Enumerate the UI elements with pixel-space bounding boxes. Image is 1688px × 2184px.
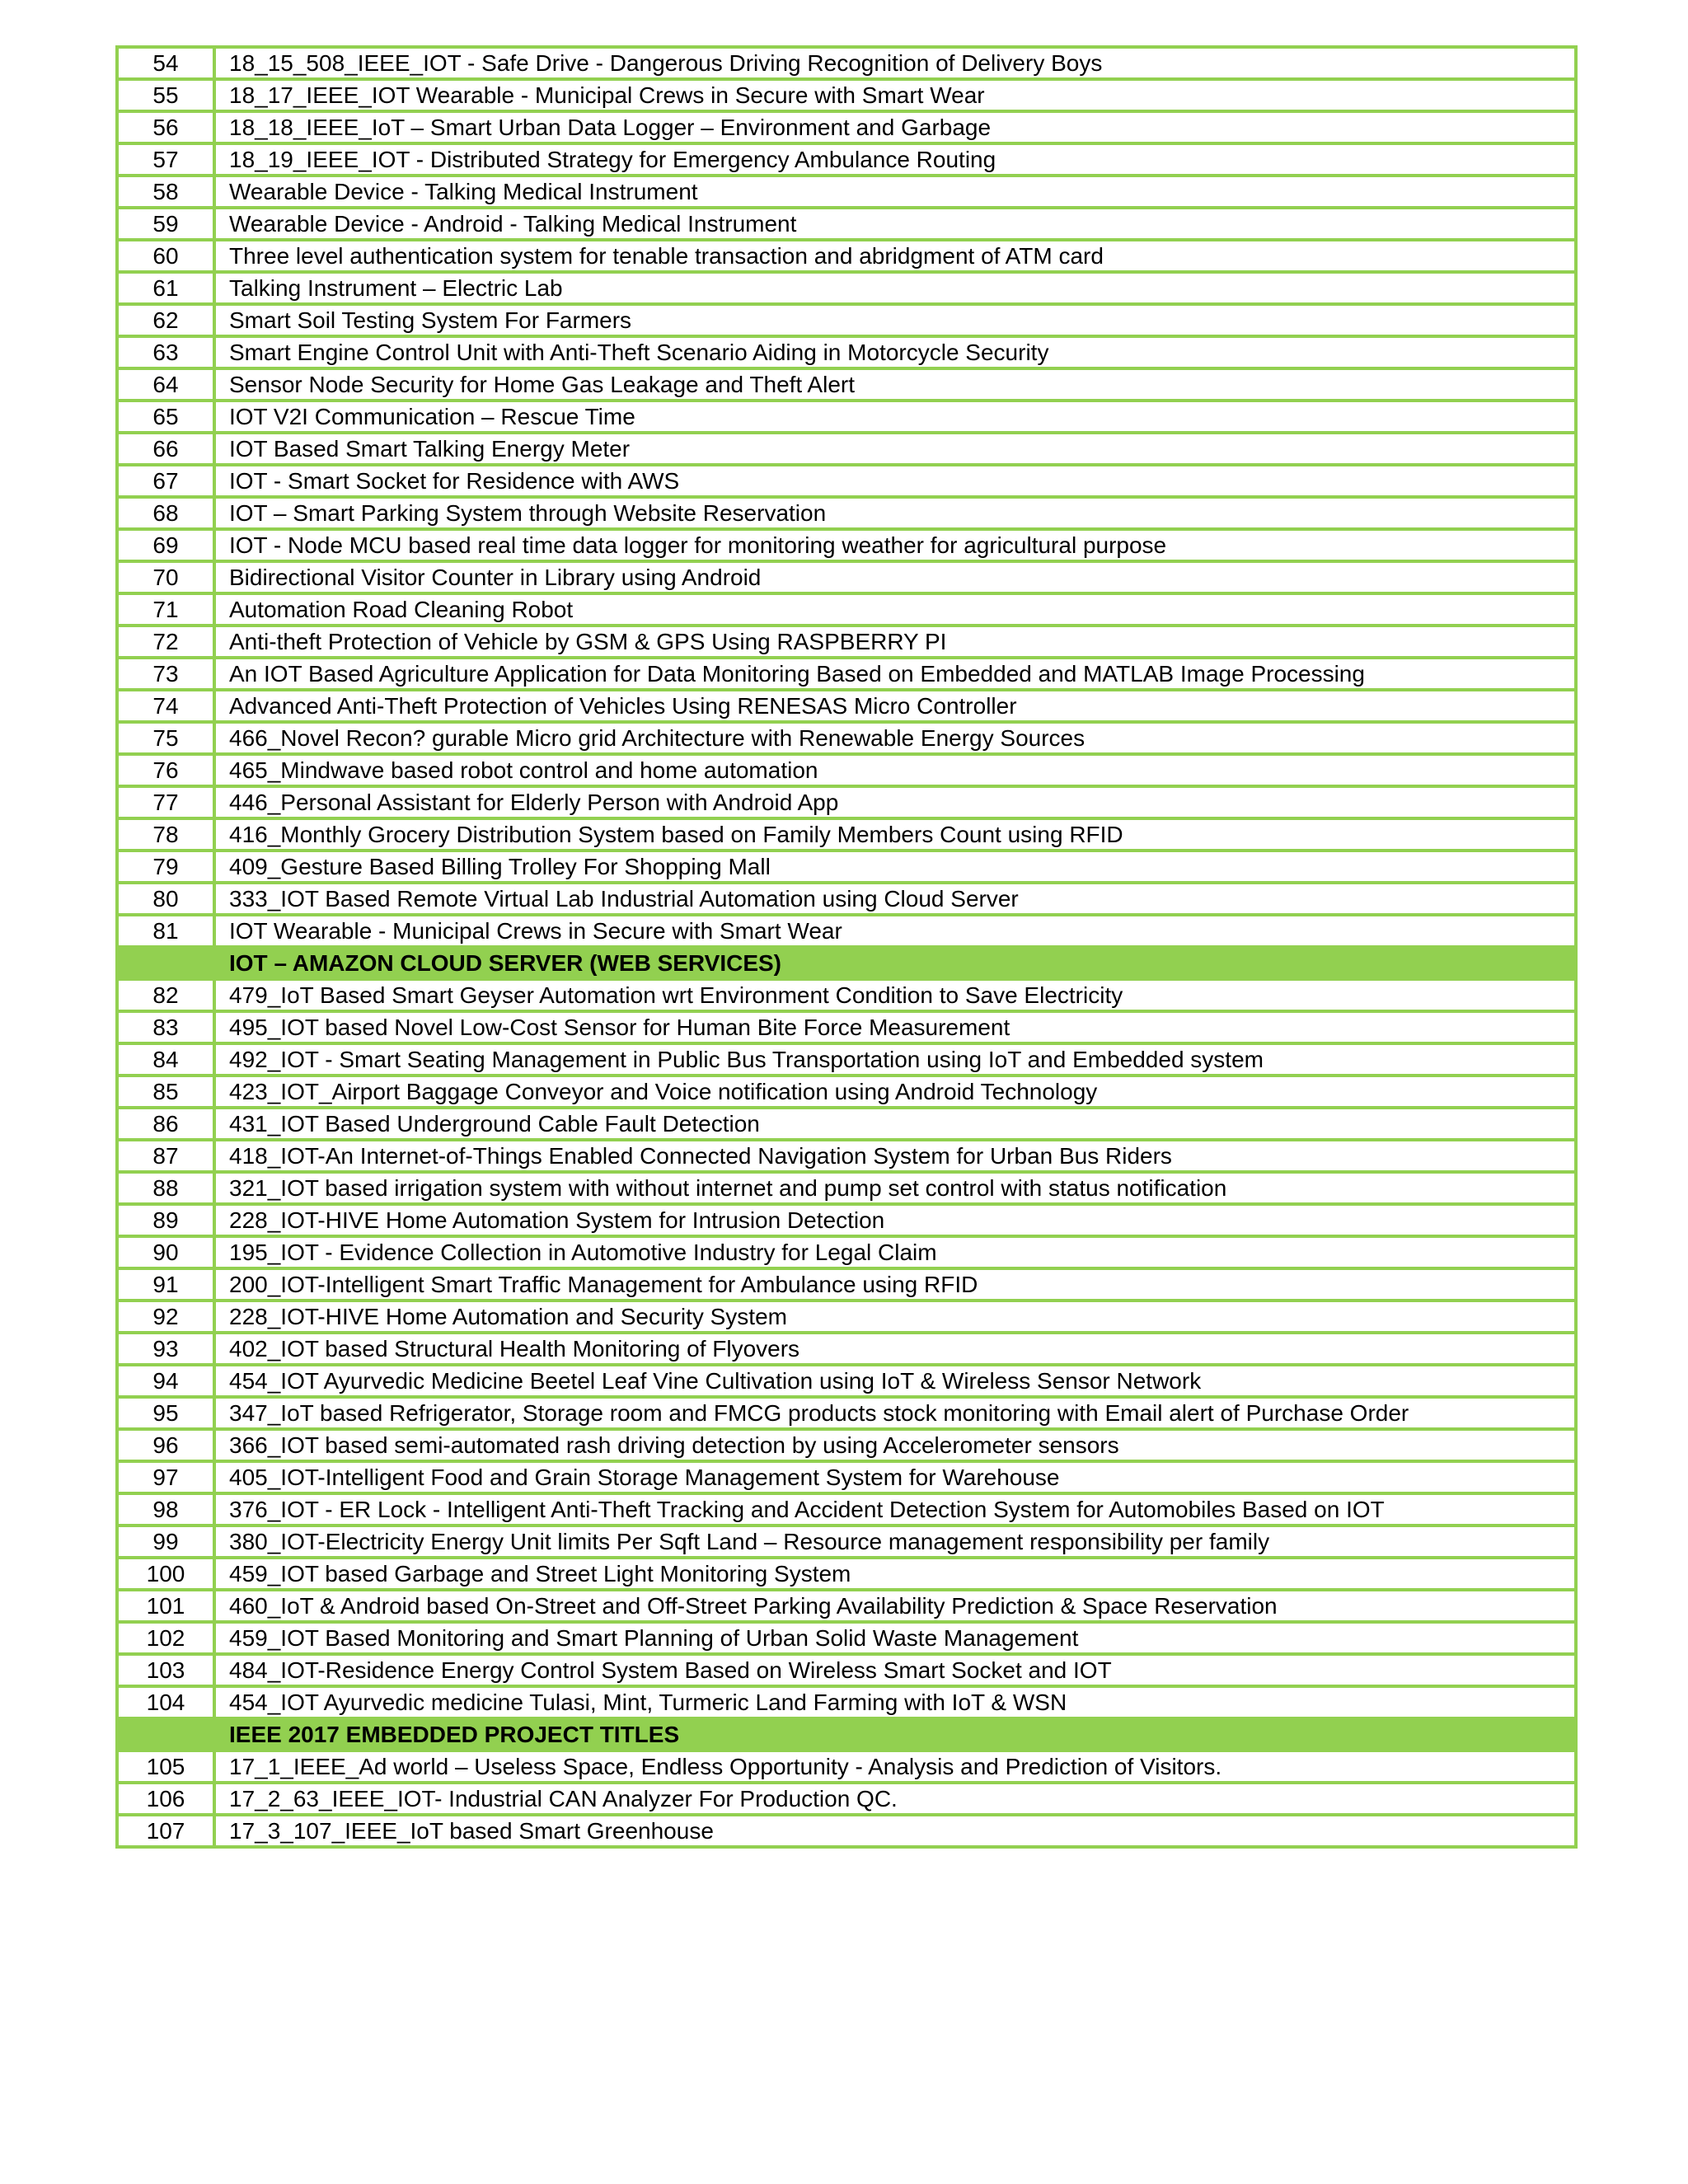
project-title: 321_IOT based irrigation system with without internet and pump set control with status notification [214,1172,1576,1204]
row-number: 72 [117,626,214,658]
project-titles-table [115,45,1578,1849]
table-row [117,1686,1576,1718]
table-row [117,593,1576,626]
project-title: 347_IoT based Refrigerator, Storage room and FMCG products stock monitoring with Email alert of Purchase Order [214,1397,1576,1429]
row-number: 92 [117,1301,214,1333]
project-title: 454_IOT Ayurvedic medicine Tulasi, Mint, Turmeric Land Farming with IoT & WSN [214,1686,1576,1718]
row-number: 70 [117,561,214,593]
project-title: 333_IOT Based Remote Virtual Lab Industrial Automation using Cloud Server [214,883,1576,915]
row-number: 99 [117,1526,214,1558]
project-title: 409_Gesture Based Billing Trolley For Shopping Mall [214,851,1576,883]
project-title: 18_15_508_IEEE_IOT - Safe Drive - Dangerous Driving Recognition of Delivery Boys [214,47,1576,79]
row-number: 58 [117,176,214,208]
row-number: 89 [117,1204,214,1236]
table-row [117,272,1576,304]
project-title: 446_Personal Assistant for Elderly Person with Android App [214,786,1576,818]
project-title: 423_IOT_Airport Baggage Conveyor and Voice notification using Android Technology [214,1076,1576,1108]
row-number: 61 [117,272,214,304]
row-number: 98 [117,1493,214,1526]
project-title: 465_Mindwave based robot control and home automation [214,754,1576,786]
project-title: IOT – Smart Parking System through Website Reservation [214,497,1576,529]
table-row [117,1397,1576,1429]
row-number: 55 [117,79,214,111]
table-row [117,1301,1576,1333]
project-title: 459_IOT Based Monitoring and Smart Planning of Urban Solid Waste Management [214,1622,1576,1654]
table-row [117,1333,1576,1365]
table-row [117,401,1576,433]
project-title: 484_IOT-Residence Energy Control System Based on Wireless Smart Socket and IOT [214,1654,1576,1686]
row-number: 65 [117,401,214,433]
table-row [117,1461,1576,1493]
project-title: 18_17_IEEE_IOT Wearable - Municipal Crews in Secure with Smart Wear [214,79,1576,111]
row-number: 97 [117,1461,214,1493]
project-title: 495_IOT based Novel Low-Cost Sensor for Human Bite Force Measurement [214,1011,1576,1043]
table-row [117,690,1576,722]
table-row [117,1622,1576,1654]
table-row [117,754,1576,786]
row-number: 82 [117,979,214,1011]
table-row [117,561,1576,593]
row-number: 103 [117,1654,214,1686]
project-title: Smart Engine Control Unit with Anti-Theft Scenario Aiding in Motorcycle Security [214,336,1576,368]
project-title: Wearable Device - Talking Medical Instrument [214,176,1576,208]
row-number: 88 [117,1172,214,1204]
project-title: An IOT Based Agriculture Application for Data Monitoring Based on Embedded and MATLAB Image Processing [214,658,1576,690]
project-title: 492_IOT - Smart Seating Management in Public Bus Transportation using IoT and Embedded system [214,1043,1576,1076]
project-title: Talking Instrument – Electric Lab [214,272,1576,304]
table-row [117,818,1576,851]
row-number: 64 [117,368,214,401]
project-title: 17_3_107_IEEE_IoT based Smart Greenhouse [214,1815,1576,1847]
project-title: Smart Soil Testing System For Farmers [214,304,1576,336]
project-title: Sensor Node Security for Home Gas Leakage and Theft Alert [214,368,1576,401]
project-title: Three level authentication system for tenable transaction and abridgment of ATM card [214,240,1576,272]
project-title: 416_Monthly Grocery Distribution System based on Family Members Count using RFID [214,818,1576,851]
row-number: 91 [117,1268,214,1301]
project-title: 376_IOT - ER Lock - Intelligent Anti-Theft Tracking and Accident Detection System for Automobiles Based on IOT [214,1493,1576,1526]
row-number: 94 [117,1365,214,1397]
table-row [117,1204,1576,1236]
table-row [117,433,1576,465]
section-header-row [117,947,1576,979]
row-number: 84 [117,1043,214,1076]
table-row [117,1558,1576,1590]
row-number: 56 [117,111,214,143]
table-row [117,79,1576,111]
row-number: 80 [117,883,214,915]
section-header-row [117,1718,1576,1750]
row-number: 85 [117,1076,214,1108]
row-number: 67 [117,465,214,497]
row-number: 60 [117,240,214,272]
table-row [117,1076,1576,1108]
table-row [117,1429,1576,1461]
table-row [117,1236,1576,1268]
project-title: 200_IOT-Intelligent Smart Traffic Management for Ambulance using RFID [214,1268,1576,1301]
table-row [117,47,1576,79]
table-row [117,626,1576,658]
table-row [117,851,1576,883]
table-row [117,1783,1576,1815]
project-title: 466_Novel Recon? gurable Micro grid Architecture with Renewable Energy Sources [214,722,1576,754]
table-row [117,1172,1576,1204]
project-title: 402_IOT based Structural Health Monitoring of Flyovers [214,1333,1576,1365]
table-row [117,208,1576,240]
project-title: 454_IOT Ayurvedic Medicine Beetel Leaf Vine Cultivation using IoT & Wireless Sensor Network [214,1365,1576,1397]
project-title: 18_18_IEEE_IoT – Smart Urban Data Logger – Environment and Garbage [214,111,1576,143]
table-row [117,143,1576,176]
row-number: 74 [117,690,214,722]
row-number [117,947,214,979]
row-number: 101 [117,1590,214,1622]
table-row [117,658,1576,690]
row-number: 77 [117,786,214,818]
row-number: 93 [117,1333,214,1365]
row-number: 104 [117,1686,214,1718]
row-number: 96 [117,1429,214,1461]
table-row [117,1654,1576,1686]
project-title: 366_IOT based semi-automated rash driving detection by using Accelerometer sensors [214,1429,1576,1461]
table-row [117,915,1576,947]
row-number: 78 [117,818,214,851]
section-title: IEEE 2017 EMBEDDED PROJECT TITLES [214,1718,1576,1750]
table-row [117,883,1576,915]
row-number: 59 [117,208,214,240]
table-row [117,176,1576,208]
table-row [117,1493,1576,1526]
project-title: IOT V2I Communication – Rescue Time [214,401,1576,433]
table-row [117,1365,1576,1397]
row-number: 75 [117,722,214,754]
project-title: 459_IOT based Garbage and Street Light Monitoring System [214,1558,1576,1590]
table-row [117,304,1576,336]
row-number: 95 [117,1397,214,1429]
table-row [117,1043,1576,1076]
project-title: Advanced Anti-Theft Protection of Vehicles Using RENESAS Micro Controller [214,690,1576,722]
row-number: 87 [117,1140,214,1172]
table-row [117,1815,1576,1847]
project-title: 431_IOT Based Underground Cable Fault Detection [214,1108,1576,1140]
table-row [117,1526,1576,1558]
table-row [117,336,1576,368]
table-row [117,1750,1576,1783]
row-number: 76 [117,754,214,786]
row-number: 83 [117,1011,214,1043]
project-title: Anti-theft Protection of Vehicle by GSM & GPS Using RASPBERRY PI [214,626,1576,658]
table-row [117,1140,1576,1172]
row-number: 63 [117,336,214,368]
row-number: 54 [117,47,214,79]
row-number: 68 [117,497,214,529]
table-row [117,1268,1576,1301]
row-number: 100 [117,1558,214,1590]
project-title: 380_IOT-Electricity Energy Unit limits Per Sqft Land – Resource management responsibility per family [214,1526,1576,1558]
project-title: IOT Based Smart Talking Energy Meter [214,433,1576,465]
row-number: 73 [117,658,214,690]
row-number: 86 [117,1108,214,1140]
row-number: 102 [117,1622,214,1654]
project-title: 460_IoT & Android based On-Street and Off-Street Parking Availability Prediction & Space Reservation [214,1590,1576,1622]
project-title: Wearable Device - Android - Talking Medical Instrument [214,208,1576,240]
project-title: 479_IoT Based Smart Geyser Automation wrt Environment Condition to Save Electricity [214,979,1576,1011]
project-title: 17_1_IEEE_Ad world – Useless Space, Endless Opportunity - Analysis and Prediction of Visitors. [214,1750,1576,1783]
row-number: 69 [117,529,214,561]
project-title: IOT - Smart Socket for Residence with AWS [214,465,1576,497]
table-row [117,111,1576,143]
table-row [117,722,1576,754]
table-row [117,240,1576,272]
project-title: IOT Wearable - Municipal Crews in Secure with Smart Wear [214,915,1576,947]
row-number: 90 [117,1236,214,1268]
project-title: 405_IOT-Intelligent Food and Grain Storage Management System for Warehouse [214,1461,1576,1493]
row-number: 81 [117,915,214,947]
row-number: 79 [117,851,214,883]
row-number: 66 [117,433,214,465]
project-title: 17_2_63_IEEE_IOT- Industrial CAN Analyzer For Production QC. [214,1783,1576,1815]
project-title: 195_IOT - Evidence Collection in Automotive Industry for Legal Claim [214,1236,1576,1268]
table-row [117,497,1576,529]
table-row [117,1590,1576,1622]
project-title: Bidirectional Visitor Counter in Library using Android [214,561,1576,593]
row-number: 106 [117,1783,214,1815]
row-number [117,1718,214,1750]
table-row [117,368,1576,401]
project-title: Automation Road Cleaning Robot [214,593,1576,626]
row-number: 107 [117,1815,214,1847]
table-row [117,786,1576,818]
section-title: IOT – AMAZON CLOUD SERVER (WEB SERVICES) [214,947,1576,979]
row-number: 71 [117,593,214,626]
project-title: IOT - Node MCU based real time data logger for monitoring weather for agricultural purpose [214,529,1576,561]
table-row [117,465,1576,497]
row-number: 105 [117,1750,214,1783]
project-title: 18_19_IEEE_IOT - Distributed Strategy for Emergency Ambulance Routing [214,143,1576,176]
table-row [117,529,1576,561]
row-number: 62 [117,304,214,336]
table-row [117,1108,1576,1140]
table-row [117,1011,1576,1043]
table-row [117,979,1576,1011]
table-body [117,47,1576,1847]
project-title: 228_IOT-HIVE Home Automation and Security System [214,1301,1576,1333]
row-number: 57 [117,143,214,176]
project-title: 418_IOT-An Internet-of-Things Enabled Connected Navigation System for Urban Bus Riders [214,1140,1576,1172]
project-title: 228_IOT-HIVE Home Automation System for Intrusion Detection [214,1204,1576,1236]
